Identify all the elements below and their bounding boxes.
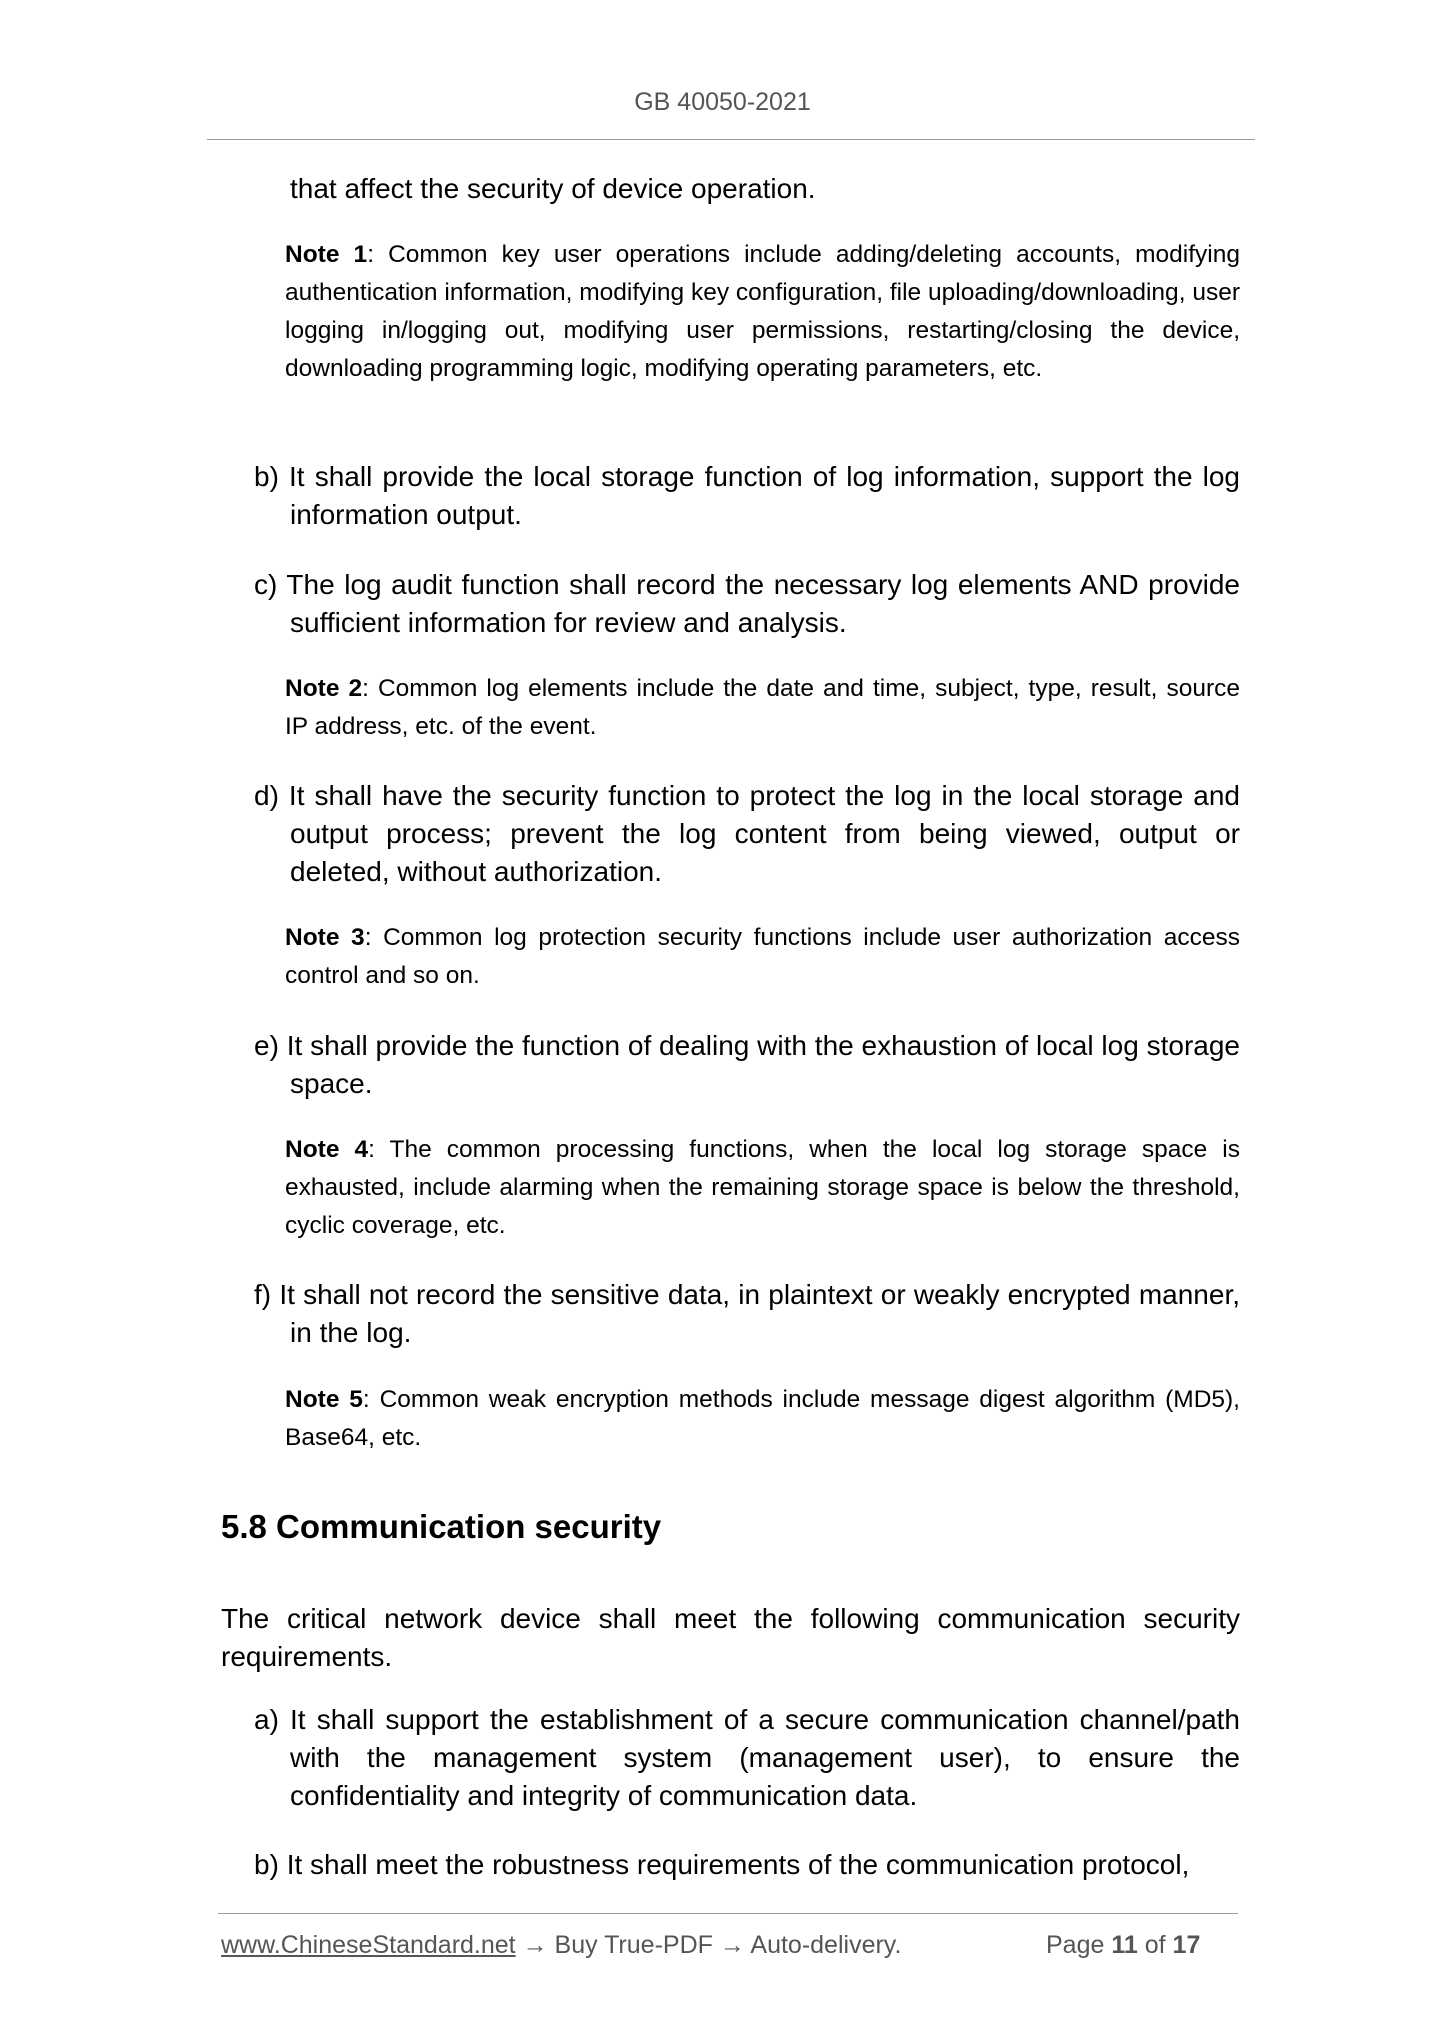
note-label: Note 3 [285, 924, 365, 951]
note-text: : Common key user operations include adding/deleting accounts, modifying authentication information, modifying key configuration, file uploading/downloading, user logging in/logging out, modifying user permissions, restarting/closing the device, downloading programming logic, modifying operating parameters, etc. [285, 241, 1240, 382]
note-2 [285, 670, 1240, 746]
note-label: Note 2 [285, 675, 363, 702]
footer-divider [218, 1913, 1238, 1914]
page-number: 11 [1111, 1931, 1138, 1959]
item-label: d) [254, 780, 279, 811]
item-label: e) [254, 1030, 279, 1061]
footer-promo [221, 1931, 901, 1960]
item-label: b) [254, 1849, 279, 1880]
log-item-b [254, 458, 1240, 534]
note-3 [285, 919, 1240, 995]
item-text: It shall provide the local storage function of log information, support the log information output. [289, 461, 1241, 530]
footer-tagline: → Buy True-PDF → Auto-delivery. [515, 1931, 902, 1959]
note-text: : Common weak encryption methods include message digest algorithm (MD5), Base64, etc. [285, 1386, 1240, 1451]
comm-item-b [254, 1846, 1240, 1884]
continuation-text: that affect the security of device operation. [290, 173, 816, 204]
item-text: It shall meet the robustness requirements of the communication protocol, [286, 1849, 1190, 1880]
log-item-f [254, 1276, 1240, 1352]
log-item-c [254, 566, 1240, 642]
note-label: Note 4 [285, 1136, 369, 1163]
section-intro: The critical network device shall meet the following communication security requirements. [221, 1603, 1240, 1672]
item-label: f) [254, 1279, 272, 1310]
note-label: Note 5 [285, 1386, 363, 1413]
comm-item-a [254, 1701, 1240, 1815]
of-word: of [1144, 1931, 1166, 1959]
item-text: It shall support the establishment of a secure communication channel/path with the management system (management user), to ensure the confidentiality and integrity of communication data. [290, 1704, 1240, 1811]
section-heading: 5.8 Communication security [221, 1508, 662, 1545]
log-item-d [254, 777, 1240, 891]
item-label: b) [254, 461, 279, 492]
note-text: : Common log elements include the date and time, subject, type, result, source IP address, etc. of the event. [285, 675, 1240, 740]
item-text: It shall provide the function of dealing with the exhaustion of local log storage space. [286, 1030, 1241, 1099]
item-label: a) [254, 1704, 279, 1735]
chinesestandard-link[interactable]: www.ChineseStandard.net [221, 1931, 516, 1959]
page-total: 17 [1172, 1931, 1201, 1959]
note-text: : Common log protection security functions include user authorization access control and so on. [285, 924, 1240, 989]
page-word: Page [1046, 1931, 1105, 1959]
note-1 [285, 236, 1240, 388]
header-divider [207, 139, 1255, 140]
note-5 [285, 1381, 1240, 1457]
document-id-header: GB 40050-2021 [634, 88, 811, 116]
item-text: The log audit function shall record the necessary log elements AND provide sufficient information for review and analysis. [286, 569, 1241, 638]
page-indicator [1046, 1931, 1200, 1960]
note-text: : The common processing functions, when the local log storage space is exhausted, include alarming when the remaining storage space is below the threshold, cyclic coverage, etc. [285, 1136, 1240, 1239]
item-text: It shall have the security function to protect the log in the local storage and output process; prevent the log content from being viewed, output or deleted, without authorization. [288, 780, 1241, 887]
item-label: c) [254, 569, 278, 600]
note-label: Note 1 [285, 241, 368, 268]
item-text: It shall not record the sensitive data, in plaintext or weakly encrypted manner, in the log. [279, 1279, 1240, 1348]
note-4 [285, 1131, 1240, 1245]
log-item-e [254, 1027, 1240, 1103]
